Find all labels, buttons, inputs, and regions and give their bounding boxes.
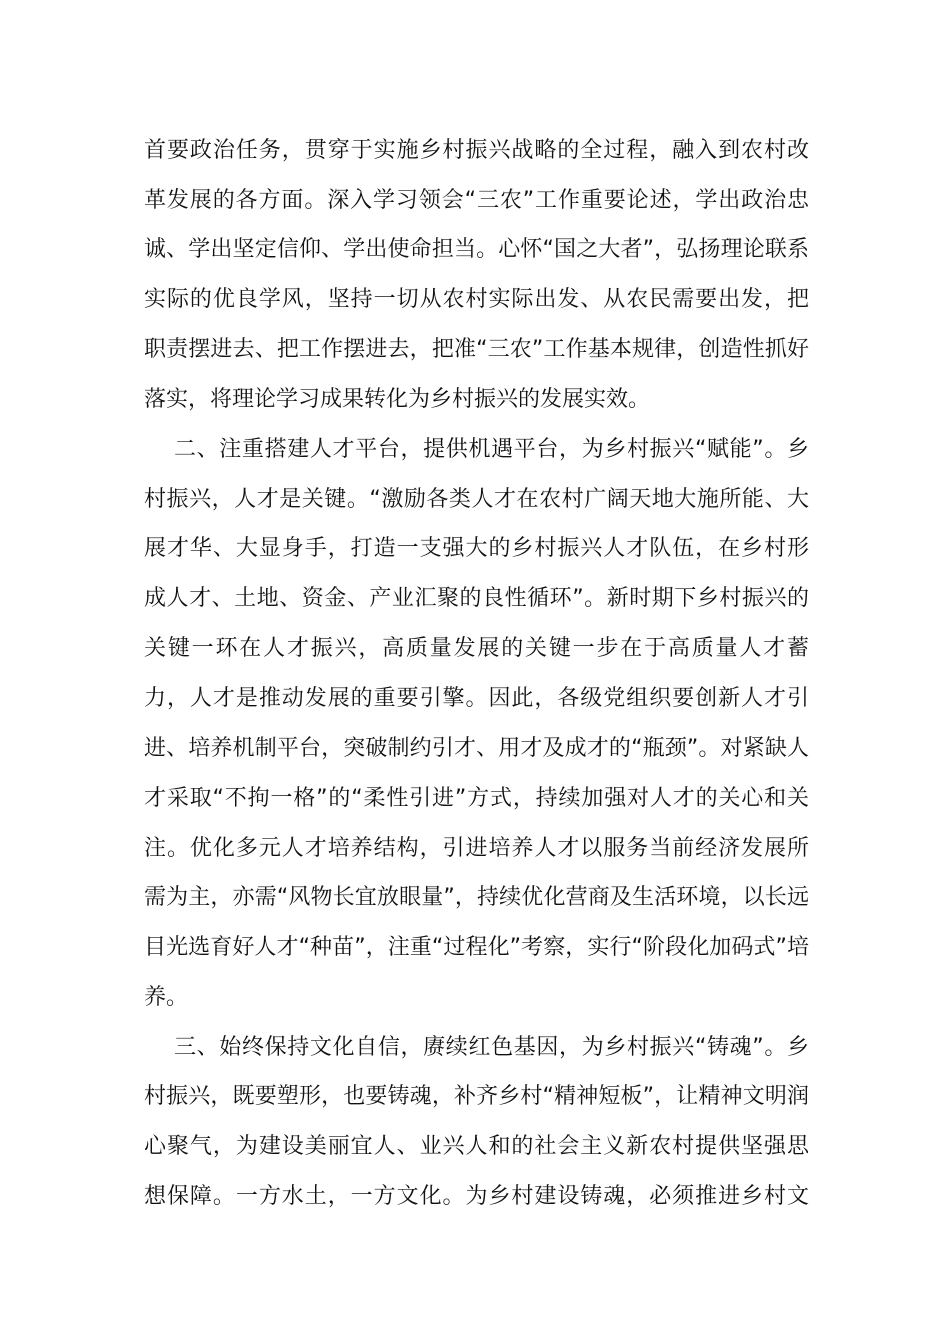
text-line: 村振兴，既要塑形，也要铸魂，补齐乡村“精神短板”，让精神文明润 <box>144 1084 809 1109</box>
text-line: 职责摆进去、把工作摆进去，把准“三农”工作基本规律，创造性抓好 <box>144 337 809 362</box>
text-line: 革发展的各方面。深入学习领会“三农”工作重要论述，学出政治忠 <box>144 188 809 213</box>
text-line: 关键一环在人才振兴，高质量发展的关键一步在于高质量人才蓄 <box>144 636 809 661</box>
paragraph-start-line: 三、始终保持文化自信，赓续红色基因，为乡村振兴“铸魂”。乡 <box>174 1035 809 1060</box>
text-line: 注。优化多元人才培养结构，引进培养人才以服务当前经济发展所 <box>144 836 809 861</box>
text-line: 需为主，亦需“风物长宜放眼量”，持续优化营商及生活环境，以长远 <box>144 885 809 910</box>
text-line: 展才华、大显身手，打造一支强大的乡村振兴人才队伍，在乡村形 <box>144 536 809 561</box>
text-line: 诚、学出坚定信仰、学出使命担当。心怀“国之大者”，弘扬理论联系 <box>144 237 809 262</box>
text-line: 落实，将理论学习成果转化为乡村振兴的发展实效。 <box>144 387 651 412</box>
text-line: 力，人才是推动发展的重要引擎。因此，各级党组织要创新人才引 <box>144 686 809 711</box>
text-line: 实际的优良学风，坚持一切从农村实际出发、从农民需要出发，把 <box>144 287 809 312</box>
paragraph-start-line: 二、注重搭建人才平台，提供机遇平台，为乡村振兴“赋能”。乡 <box>174 437 809 462</box>
text-line: 成人才、土地、资金、产业汇聚的良性循环”。新时期下乡村振兴的 <box>144 586 809 611</box>
text-line: 进、培养机制平台，突破制约引才、用才及成才的“瓶颈”。对紧缺人 <box>144 736 809 761</box>
text-line: 心聚气，为建设美丽宜人、业兴人和的社会主义新农村提供坚强思 <box>144 1134 809 1159</box>
text-line: 目光选育好人才“种苗”，注重“过程化”考察，实行“阶段化加码式”培 <box>144 935 809 960</box>
text-line: 想保障。一方水土，一方文化。为乡村建设铸魂，必须推进乡村文 <box>144 1184 809 1209</box>
text-line: 才采取“不拘一格”的“柔性引进”方式，持续加强对人才的关心和关 <box>144 786 809 811</box>
text-line: 养。 <box>144 985 189 1010</box>
text-line: 村振兴，人才是关键。“激励各类人才在农村广阔天地大施所能、大 <box>144 487 809 512</box>
text-line: 首要政治任务，贯穿于实施乡村振兴战略的全过程，融入到农村改 <box>144 138 809 163</box>
